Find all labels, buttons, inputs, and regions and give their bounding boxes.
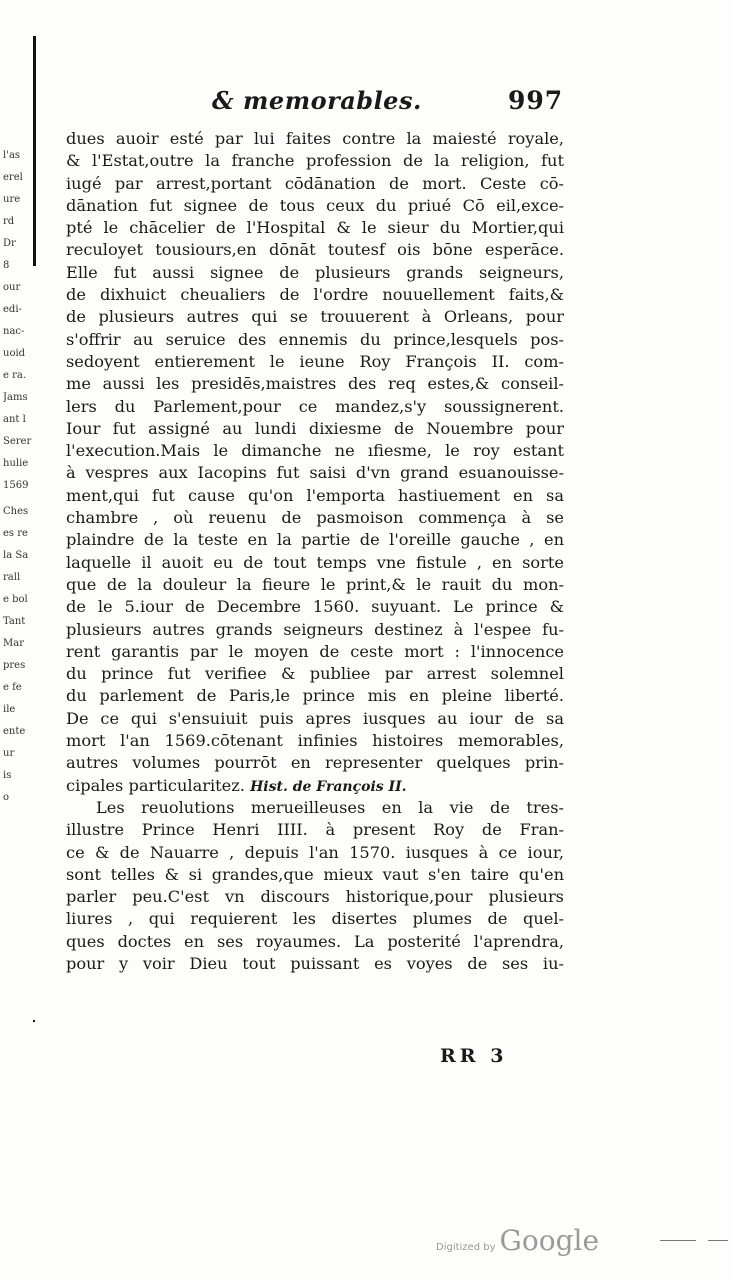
body-text [66, 128, 564, 975]
margin-fragment: Serer [3, 436, 32, 447]
footer-rule [660, 1240, 696, 1241]
margin-fragment: nac- [3, 326, 25, 337]
margin-fragment: erel [3, 172, 23, 183]
text-line-content: cipales particularitez. [66, 775, 245, 795]
text-line: Les reuolutions merueilleuses en la vie de tres- [96, 797, 564, 817]
text-line: de dixhuict cheualiers de l'ordre nouuellement faits,& [66, 285, 564, 305]
margin-fragment: 8 [3, 260, 10, 271]
margin-fragment: e fe [3, 682, 22, 693]
text-line: que de la douleur la fieure le print,& le rauit du mon- [66, 574, 564, 594]
text-line [66, 775, 564, 797]
margin-fragment: e bol [3, 594, 28, 605]
text-line: laquelle il auoit eu de tout temps vne fistule , en sorte [66, 552, 564, 572]
margin-fragment: ant l [3, 414, 26, 425]
margin-fragment: l'as [3, 150, 21, 161]
running-header-title: & memorables. [212, 86, 422, 115]
text-line: rent garantis par le moyen de ceste mort : l'innocence [66, 641, 564, 661]
text-line: ce & de Nauarre , depuis l'an 1570. iusques à ce iour, [66, 842, 564, 862]
margin-fragment: uoid [3, 348, 26, 359]
digitized-watermark [436, 1224, 599, 1257]
text-line: dues auoir esté par lui faites contre la maiesté royale, [66, 129, 564, 148]
page-number: 997 [508, 86, 564, 115]
margin-fragment: our [3, 282, 21, 293]
text-line: s'offrir au seruice des ennemis du prince,lesquels pos- [66, 329, 564, 349]
margin-fragment: es re [3, 528, 28, 539]
margin-fragment: la Sa [3, 550, 29, 561]
text-line: l'execution.Mais le dimanche ne ıfiesme, le roy estant [66, 441, 564, 461]
margin-fragment: Dr [3, 238, 16, 249]
margin-fragment: Tant [3, 616, 26, 627]
text-line: chambre , où reuenu de pasmoison commença à se [66, 508, 564, 528]
text-line: à vespres aux Iacopins fut saisi d'vn grand esuanouisse- [66, 463, 564, 483]
text-line: me aussi les presidēs,maistres des req estes,& conseil- [66, 374, 564, 394]
text-line: de le 5.iour de Decembre 1560. suyuant. Le prince & [66, 597, 564, 617]
margin-fragment: rall [3, 572, 21, 583]
margin-fragment: ur [3, 748, 15, 759]
margin-fragment: ure [3, 194, 21, 205]
text-line: ques doctes en ses royaumes. La posterité l'aprendra, [66, 931, 564, 951]
marginal-citation: Hist. de François II. [250, 778, 407, 795]
text-line: parler peu.C'est vn discours historique,pour plusieurs [66, 887, 564, 907]
margin-fragment: Jams [3, 392, 28, 403]
binding-rule-lower [33, 1020, 35, 1022]
footer-rule-2 [708, 1240, 728, 1241]
text-line: pté le chācelier de l'Hospital & le sieur du Mortier,qui [66, 218, 564, 238]
margin-fragment: ente [3, 726, 26, 737]
margin-fragment: rd [3, 216, 15, 227]
margin-fragment: hulie [3, 458, 29, 469]
text-line: sedoyent entierement le ieune Roy François II. com- [66, 351, 564, 371]
text-line: Elle fut aussi signee de plusieurs grands seigneurs, [66, 262, 564, 282]
text-line: liures , qui requierent les disertes plumes de quel- [66, 909, 564, 929]
text-line: plusieurs autres grands seigneurs destinez à l'espee fu- [66, 619, 564, 639]
margin-fragment: e ra. [3, 370, 27, 381]
text-line: & l'Estat,outre la franche profession de la religion, fut [66, 151, 564, 171]
text-line: dānation fut signee de tous ceux du priué Cō eil,excе- [66, 195, 564, 215]
margin-fragment: Ches [3, 506, 29, 517]
text-line: reculoyet tousiours,en dōnāt toutesf ois bōne esperāce. [66, 240, 564, 260]
margin-fragment: Mar [3, 638, 24, 649]
margin-fragment: pres [3, 660, 26, 671]
signature-mark: RR 3 [440, 1045, 508, 1067]
text-line: sont telles & si grandes,que mieux vaut s'en taire qu'en [66, 864, 564, 884]
text-line: du prince fut verifiee & publiee par arrest solemnel [66, 664, 564, 684]
margin-fragment: edi- [3, 304, 22, 315]
margin-fragment: 1569 [3, 480, 29, 491]
text-line: du parlement de Paris,le prince mis en pleine liberté. [66, 686, 564, 706]
text-line: Iour fut assigné au lundi dixiesme de Nouembre pour [66, 418, 564, 438]
margin-fragment: o [3, 792, 10, 803]
text-line: iugé par arrest,portant cōdānation de mort. Ceste cō- [66, 173, 564, 193]
text-line: De ce qui s'ensuiuit puis apres iusques au iour de sa [66, 708, 564, 728]
facing-page-margin-fragments [3, 145, 35, 809]
margin-fragment: is [3, 770, 12, 781]
text-line: plaindre de la teste en la partie de l'oreille gauche , en [66, 530, 564, 550]
margin-fragment: ile [3, 704, 16, 715]
text-line: illustre Prince Henri IIII. à present Roy de Fran- [66, 820, 564, 840]
text-line: autres volumes pourrōt en representer quelques prin- [66, 753, 564, 773]
digitized-by-label: Digitized by [436, 1242, 496, 1253]
text-line: ment,qui fut cause qu'on l'emporta hastiuement en sa [66, 485, 564, 505]
text-line: mort l'an 1569.cōtenant infinies histoires memorables, [66, 731, 564, 751]
text-line: lers du Parlement,pour ce mandez,s'y soussignerent. [66, 396, 564, 416]
google-logo: Google [499, 1224, 600, 1257]
text-line: de plusieurs autres qui se trouuerent à Orleans, pour [66, 307, 564, 327]
text-line: pour y voir Dieu tout puissant es voyes de ses iu- [66, 953, 564, 973]
